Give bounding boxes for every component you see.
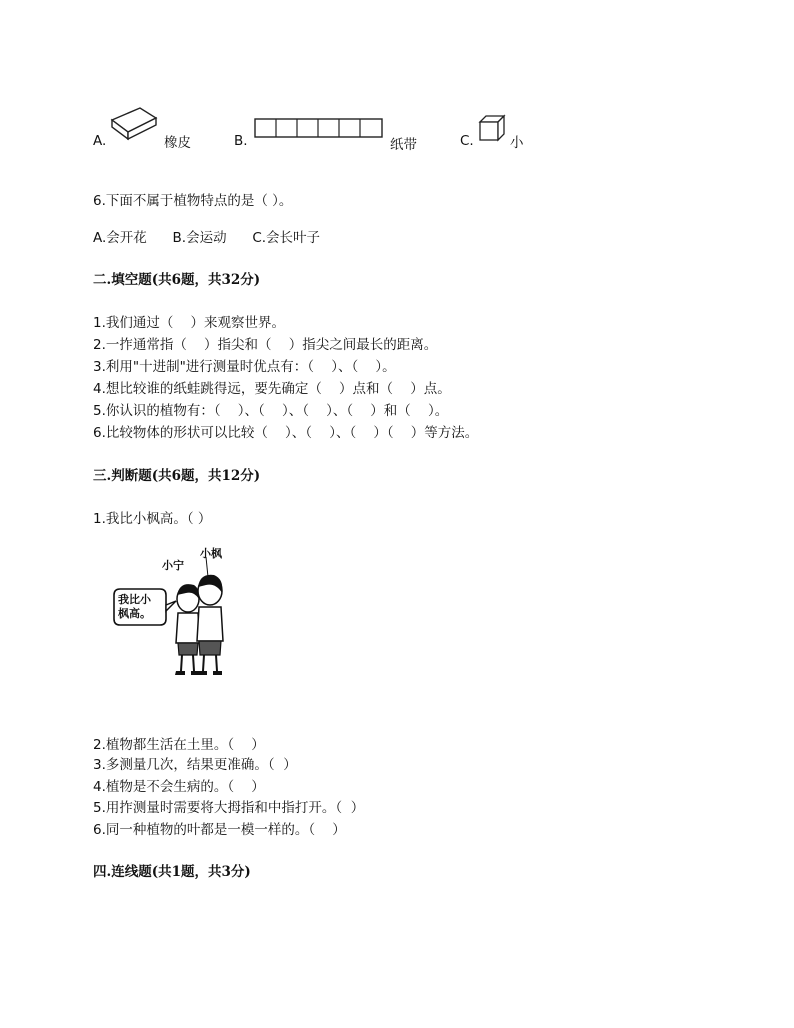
fill-section-title: 二.填空题(共6题，共32分) — [93, 272, 261, 288]
speech-bubble-text — [118, 593, 151, 621]
fill-item: 5.你认识的植物有：（ ）、（ ）、（ ）、（ ）和（ ）。 — [93, 403, 449, 419]
option-b-letter: B. — [234, 133, 248, 149]
judge-item: 4.植物是不会生病的。（ ） — [93, 779, 265, 795]
q6-options: A.会开花 B.会运动 C.会长叶子 — [93, 230, 321, 246]
speech-line-1: 我比小 — [118, 593, 151, 606]
judge-item: 1.我比小枫高。（ ） — [93, 511, 212, 527]
fill-item: 6.比较物体的形状可以比较（ ）、（ ）、（ ）（ ）等方法。 — [93, 425, 479, 441]
label-xiaoning: 小宁 — [162, 559, 184, 572]
label-xiaofeng: 小枫 — [200, 547, 222, 560]
cube-image — [478, 114, 506, 142]
speech-line-2: 枫高。 — [118, 607, 151, 620]
link-section-title: 四.连线题(共1题，共3分) — [93, 864, 251, 880]
fill-item: 3.利用"十进制"进行测量时优点有：（ ）、（ ）。 — [93, 359, 396, 375]
option-a-text: 橡皮 — [164, 135, 191, 151]
eraser-image — [108, 106, 160, 142]
fill-item: 4.想比较谁的纸蛙跳得远，要先确定（ ）点和（ ）点。 — [93, 381, 451, 397]
judge-item: 5.用拃测量时需要将大拇指和中指打开。（ ） — [93, 800, 365, 816]
paper-strip-image — [254, 117, 384, 139]
option-b-text: 纸带 — [390, 137, 417, 153]
q6-question: 6.下面不属于植物特点的是（ ）。 — [93, 193, 293, 209]
judge-item: 2.植物都生活在土里。（ ） — [93, 737, 265, 753]
children-height-illustration — [108, 543, 248, 683]
fill-item: 1.我们通过（ ）来观察世界。 — [93, 315, 286, 331]
option-c-text: 小 — [510, 135, 524, 151]
judge-item: 6.同一种植物的叶都是一模一样的。（ ） — [93, 822, 346, 838]
option-c-letter: C. — [460, 133, 474, 149]
option-a-letter: A. — [93, 133, 107, 149]
fill-item: 2.一拃通常指（ ）指尖和（ ）指尖之间最长的距离。 — [93, 337, 438, 353]
judge-section-title: 三.判断题(共6题，共12分) — [93, 468, 261, 484]
judge-item: 3.多测量几次，结果更准确。（ ） — [93, 757, 297, 773]
